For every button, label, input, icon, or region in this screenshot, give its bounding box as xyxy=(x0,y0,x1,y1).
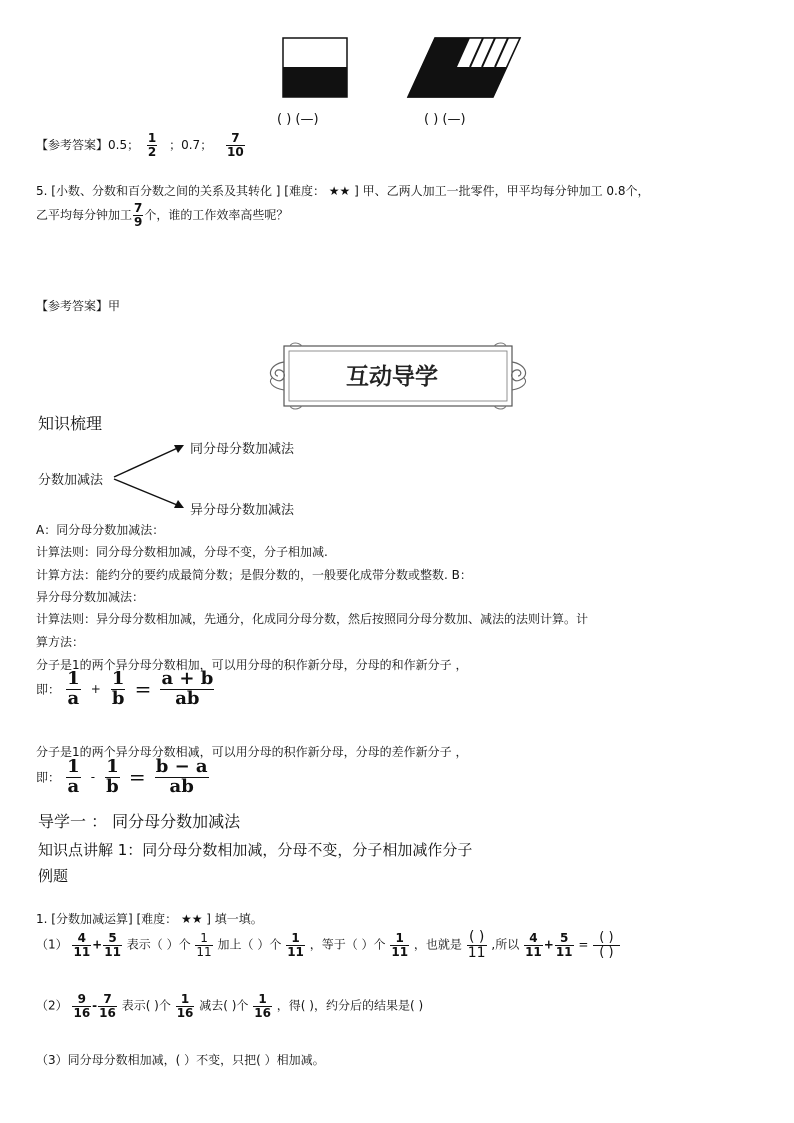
rule-a-calc-rule: 计算法则：同分母分数相加减，分母不变，分子相加减. xyxy=(36,545,328,559)
formula-sub-term-1: $\frac{1}{a}$ xyxy=(67,756,80,797)
question-1-part-1: （1） $\frac{4}{11}$ + $\frac{5}{11}$ 表示（ ）个 $\frac{1}{11}$ 加上（ ）个 $\frac{1}{11}$ ，等于（ ）个 $\frac{1}{11}$ ，也就是 $\frac{( )}{11}$ ,所以 $\frac{4}{11}$ + $\frac{5}{11}$ = $\frac{( )}{( )}$ xyxy=(36,930,621,960)
example-heading: 例题 xyxy=(38,867,69,885)
rule-b-title: 异分母分数加减法： xyxy=(36,590,145,604)
rule-add-text: 分子是1的两个异分母分数相加，可以用分母的积作新分母，分母的和作新分子 ， xyxy=(36,658,468,672)
guide-1-title: 导学一 ： 同分母分数加减法 xyxy=(38,812,241,831)
tree-root-label: 分数加减法 xyxy=(38,473,104,488)
banner-title: 互动导学 xyxy=(346,363,438,390)
fraction-one-half: $\frac{1}{2}$ xyxy=(147,131,157,159)
tree-branch-same-denominator: 同分母分数加减法 xyxy=(190,442,295,457)
tree-branch-arrows xyxy=(112,436,192,516)
formula-sub-result: $\frac{b - a}{ab}$ xyxy=(155,756,208,797)
answer-line-2: 【参考答案】甲 xyxy=(36,299,121,313)
formula-add-term-2: $\frac{1}{b}$ xyxy=(111,668,125,709)
formula-add-result: $\frac{a + b}{ab}$ xyxy=(161,668,214,709)
question-1-header: 1. [分数加减运算] [难度： ★★ ] 填一填。 xyxy=(36,912,263,926)
fraction-figures xyxy=(270,30,530,105)
rule-a-title: A：同分母分数加减法： xyxy=(36,523,165,537)
formula-sub: 即： $\frac{1}{a}$ - $\frac{1}{b}$ = $\frac{b - a}{ab}$ xyxy=(36,756,208,797)
answer-middle: ；0.7； xyxy=(169,138,213,152)
square-figure xyxy=(283,38,347,97)
answer-line-1 xyxy=(36,128,246,162)
rule-a-calc-method: 计算方法：能约分的要约成最简分数；是假分数的，一般要化成带分数或整数. B： xyxy=(36,568,472,582)
parallelogram-figure xyxy=(408,38,520,97)
fraction-seven-ninths: $\frac{7}{9}$ xyxy=(134,201,143,229)
question-5-line-2: 乙平均每分钟加工 $\frac{7}{9}$ 个，谁的工作效率高些呢？ xyxy=(36,201,289,229)
question-1-part-2: （2） $\frac{9}{16}$ - $\frac{7}{16}$ 表示( )个 $\frac{1}{16}$ 减去( )个 $\frac{1}{16}$ ，得( )，约分后的结果是( ) xyxy=(36,992,424,1020)
knowledge-point-1: 知识点讲解 1：同分母分数相加减，分母不变，分子相加减作分子 xyxy=(38,841,473,859)
fill-blank-result[interactable]: $\frac{( )}{( )}$ xyxy=(593,931,619,959)
question-1-part-3: （3）同分母分数相加减，( ）不变，只把( ）相加减。 xyxy=(36,1053,325,1067)
formula-sub-term-2: $\frac{1}{b}$ xyxy=(106,756,119,797)
rule-b-calc-method: 算方法： xyxy=(36,635,85,649)
formula-add-term-1: $\frac{1}{a}$ xyxy=(67,668,80,709)
figure2-answer-label: ( ) (—) xyxy=(424,112,466,127)
question-5-line-1: 5. [小数、分数和百分数之间的关系及其转化 ] [难度： ★★ ] 甲、乙两人加工一批零件，甲平均每分钟加工 0.8个， xyxy=(36,184,650,198)
answer-prefix: 【参考答案】0.5； xyxy=(36,138,140,152)
formula-add: 即： $\frac{1}{a}$ + $\frac{1}{b}$ = $\frac{a + b}{ab}$ xyxy=(36,668,214,709)
figure1-answer-label: ( ) (—) xyxy=(277,112,319,127)
fill-blank-fraction[interactable]: $\frac{( )}{11}$ xyxy=(467,929,486,961)
fraction-seven-tenths: $\frac{7}{10}$ xyxy=(227,131,244,159)
knowledge-heading: 知识梳理 xyxy=(38,414,103,433)
rule-b-calc-rule: 计算法则：异分母分数相加减，先通分，化成同分母分数，然后按照同分母分数加、减法的法则计算。计 xyxy=(36,612,589,626)
tree-branch-different-denominator: 异分母分数加减法 xyxy=(190,503,295,518)
rule-sub-text: 分子是1的两个异分母分数相减，可以用分母的积作新分母，分母的差作新分子 ， xyxy=(36,745,468,759)
